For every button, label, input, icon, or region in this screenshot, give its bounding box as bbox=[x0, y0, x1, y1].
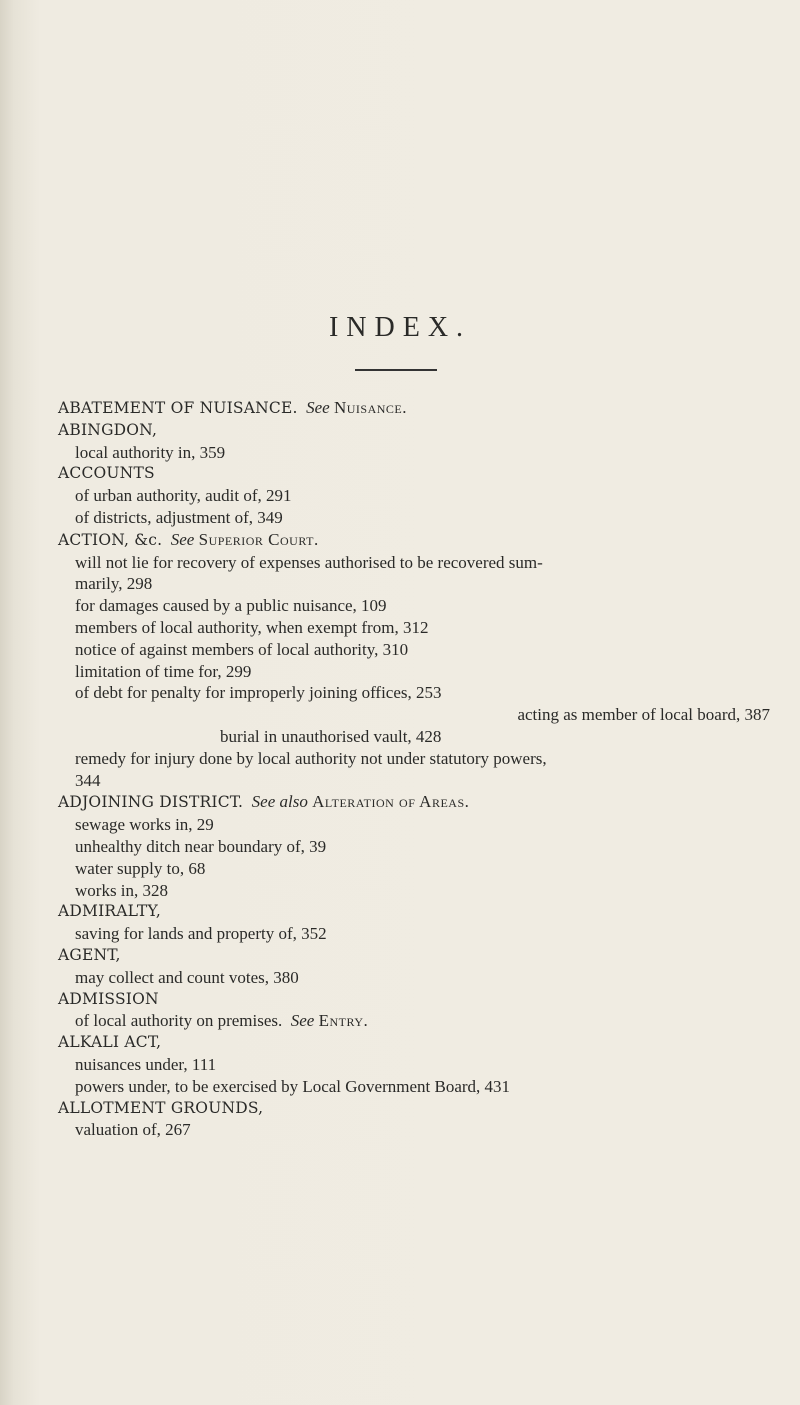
sub-entry: may collect and count votes, 380 bbox=[75, 967, 299, 987]
sub-entry: sewage works in, 29 bbox=[75, 815, 214, 835]
cross-reference[interactable]: Nuisance. bbox=[333, 398, 407, 417]
sub-entry-right: acting as member of local board, 387 bbox=[517, 705, 770, 725]
index-entry bbox=[58, 529, 770, 792]
entry-heading: ADJOINING DISTRICT. bbox=[58, 793, 244, 812]
sub-entry: will not lie for recovery of expenses authorised to be recovered sum- bbox=[75, 552, 543, 572]
sub-entry: powers under, to be exercised by Local Government Board, 431 bbox=[75, 1076, 511, 1096]
sub-entry bbox=[58, 1010, 770, 1032]
see-word: See bbox=[290, 1011, 315, 1031]
index-entry bbox=[58, 1098, 770, 1142]
sub-entry: works in, 328 bbox=[75, 880, 169, 900]
see-word: See bbox=[170, 529, 195, 549]
see-word: See also bbox=[251, 792, 308, 812]
sub-entry-continuation: marily, 298 bbox=[75, 574, 153, 594]
index-entry bbox=[58, 1032, 770, 1097]
sub-entry-continuation: 344 bbox=[75, 770, 101, 790]
entry-heading: ACCOUNTS bbox=[58, 464, 155, 483]
page-title: INDEX. bbox=[328, 312, 472, 343]
cross-reference[interactable]: Alteration of Areas. bbox=[312, 792, 470, 812]
sub-entry: water supply to, 68 bbox=[75, 858, 206, 878]
title-rule bbox=[355, 369, 437, 371]
sub-entry-text: of local authority on premises. bbox=[75, 1011, 283, 1031]
index-entry bbox=[58, 397, 770, 420]
sub-entry: limitation of time for, 299 bbox=[75, 661, 252, 681]
entry-heading: ADMIRALTY, bbox=[58, 902, 162, 921]
see-word: See bbox=[306, 398, 330, 417]
entry-heading: ACTION, &c. bbox=[58, 530, 163, 549]
entry-heading: ADMISSION bbox=[58, 989, 159, 1008]
index-entry bbox=[58, 989, 770, 1033]
index-entry bbox=[58, 791, 770, 901]
entry-heading: ALLOTMENT GROUNDS, bbox=[58, 1098, 264, 1117]
index-entry bbox=[58, 420, 770, 464]
sub-entry: of districts, adjustment of, 349 bbox=[75, 507, 283, 527]
sub-entry: notice of against members of local authority, 310 bbox=[75, 639, 409, 659]
sub-entry-indented: burial in unauthorised vault, 428 bbox=[220, 726, 442, 746]
index-entry bbox=[58, 463, 770, 528]
sub-entry: remedy for injury done by local authority not under statutory powers, bbox=[75, 748, 547, 768]
sub-entry: members of local authority, when exempt from, 312 bbox=[75, 617, 429, 637]
index-entry bbox=[58, 901, 770, 945]
sub-entry: valuation of, 267 bbox=[75, 1120, 191, 1140]
sub-entry: of debt for penalty for improperly joining offices, 253 bbox=[75, 683, 442, 703]
index-list bbox=[58, 397, 770, 1141]
index-entry bbox=[58, 945, 770, 989]
sub-entry: unhealthy ditch near boundary of, 39 bbox=[75, 836, 327, 856]
cross-reference[interactable]: Entry. bbox=[318, 1011, 369, 1031]
entry-heading: AGENT, bbox=[58, 945, 121, 964]
sub-entry: for damages caused by a public nuisance, 109 bbox=[75, 596, 387, 616]
entry-heading: ABATEMENT OF NUISANCE. bbox=[58, 399, 298, 417]
sub-entry: of urban authority, audit of, 291 bbox=[75, 486, 292, 506]
sub-entry: nuisances under, 111 bbox=[75, 1054, 217, 1074]
entry-heading: ALKALI ACT, bbox=[58, 1033, 162, 1052]
entry-heading: ABINGDON, bbox=[58, 420, 158, 439]
sub-entry: saving for lands and property of, 352 bbox=[75, 924, 327, 944]
sub-entry: local authority in, 359 bbox=[75, 442, 226, 462]
cross-reference[interactable]: Superior Court. bbox=[198, 529, 319, 549]
